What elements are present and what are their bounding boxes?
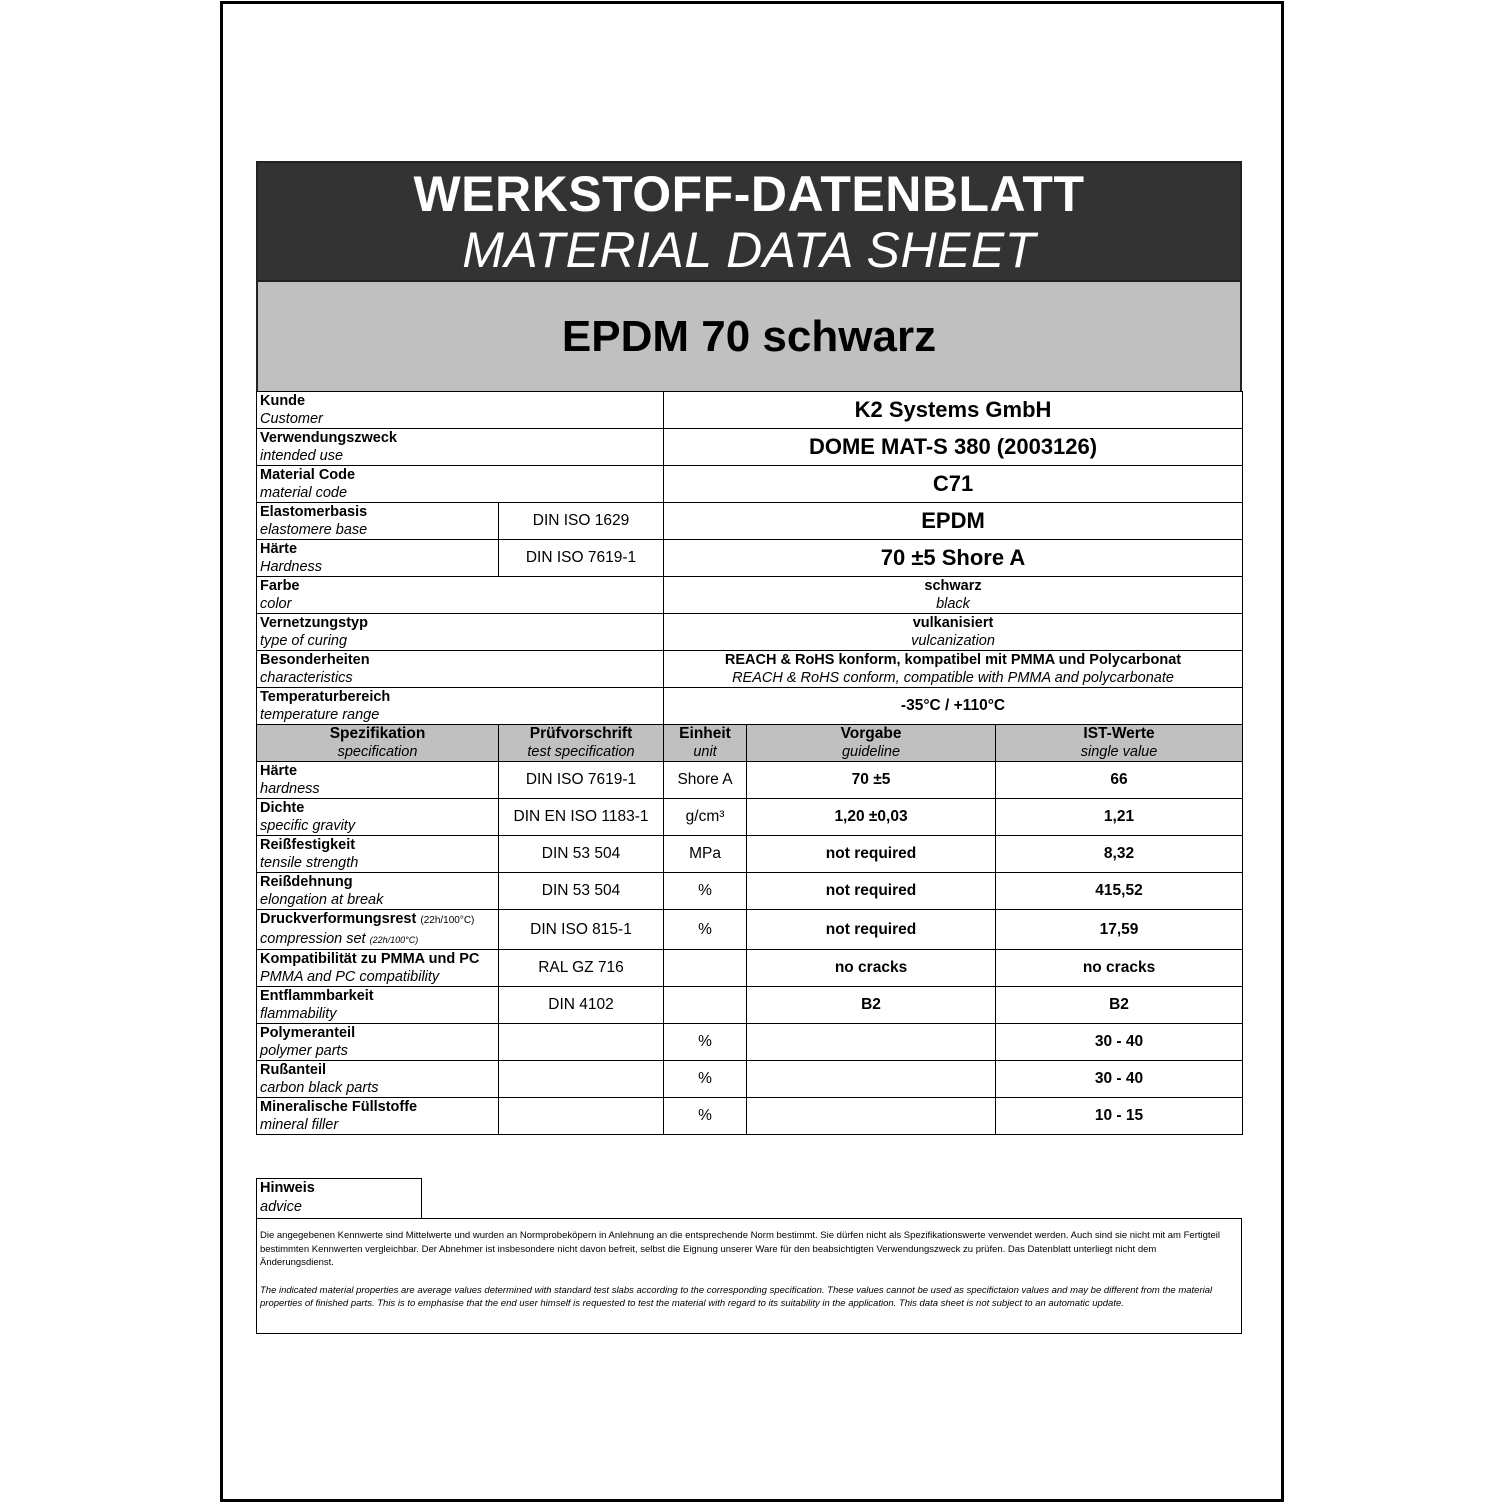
spec-label-german-text: Entflammbarkeit <box>260 988 374 1004</box>
info-row <box>257 540 1243 577</box>
info-value-english: black <box>936 596 970 612</box>
info-row <box>257 392 1243 429</box>
title-german: WERKSTOFF-DATENBLATT <box>413 166 1085 222</box>
spec-label <box>257 987 499 1024</box>
info-label <box>257 688 664 725</box>
spec-label-german <box>260 836 498 854</box>
spec-value: 1,21 <box>996 799 1243 836</box>
info-label <box>257 614 664 651</box>
info-label-english: Customer <box>260 411 323 427</box>
spec-row <box>257 799 1243 836</box>
spec-label-english-text: tensile strength <box>260 855 359 871</box>
spec-label-german <box>260 1024 498 1042</box>
spec-row <box>257 1061 1243 1098</box>
spec-test: DIN ISO 815-1 <box>499 910 664 950</box>
info-label <box>257 466 664 503</box>
spec-row <box>257 1098 1243 1135</box>
info-label-english: elastomere base <box>260 522 368 538</box>
spec-row <box>257 836 1243 873</box>
spec-label <box>257 873 499 910</box>
spec-value: no cracks <box>996 950 1243 987</box>
spec-unit: % <box>664 1061 747 1098</box>
spec-label-german-text: Dichte <box>260 800 305 816</box>
spec-label-english-text: flammability <box>260 1006 337 1022</box>
info-label-german: Besonderheiten <box>260 652 370 668</box>
spec-row <box>257 873 1243 910</box>
spec-unit <box>664 950 747 987</box>
info-section <box>257 392 1243 725</box>
spec-label <box>257 762 499 799</box>
info-value: -35°C / +110°C <box>664 688 1243 725</box>
spec-test <box>499 1098 664 1135</box>
spec-label-german-condition: (22h/100°C) <box>420 915 475 926</box>
spec-value: 66 <box>996 762 1243 799</box>
spec-label-german <box>260 987 498 1005</box>
advice-text-english: The indicated material properties are average values determined with standard test slabs according to the corresponding specification. These values cannot be used as specifictaion values and may be different from the material properties of finished parts. This is to emphasise that the end user himself is requested to test the material with regard to its suitability in the application. This data sheet is not subject to an automatic update. <box>260 1284 1213 1309</box>
spec-label-english <box>260 891 498 909</box>
title-banner <box>256 161 1242 282</box>
info-value-german: schwarz <box>924 578 982 594</box>
spec-label-german <box>260 1061 498 1079</box>
info-value <box>664 577 1243 614</box>
advice-text <box>256 1218 1242 1334</box>
info-test-spec: DIN ISO 7619-1 <box>499 540 664 577</box>
info-row <box>257 651 1243 688</box>
info-value <box>664 651 1243 688</box>
info-label-german: Elastomerbasis <box>260 504 368 520</box>
info-value: DOME MAT-S 380 (2003126) <box>664 429 1243 466</box>
spec-label-english <box>260 817 498 835</box>
spec-guideline: not required <box>747 873 996 910</box>
spec-guideline: not required <box>747 836 996 873</box>
spec-label-german <box>260 873 498 891</box>
info-value: EPDM <box>664 503 1243 540</box>
spec-label-german-text: Polymeranteil <box>260 1025 356 1041</box>
spec-guideline: 70 ±5 <box>747 762 996 799</box>
info-label <box>257 577 664 614</box>
spec-label <box>257 1061 499 1098</box>
spec-row <box>257 950 1243 987</box>
spec-label-german-text: Rußanteil <box>260 1062 327 1078</box>
spec-label-english-text: mineral filler <box>260 1117 339 1133</box>
spec-test <box>499 1024 664 1061</box>
advice-label: Hinweis advice <box>256 1178 422 1218</box>
product-name: EPDM 70 schwarz <box>256 282 1242 391</box>
spec-section <box>257 762 1243 1135</box>
spec-test: DIN 53 504 <box>499 836 664 873</box>
spec-label-german <box>260 910 498 930</box>
spec-value: 30 - 40 <box>996 1061 1243 1098</box>
info-value: C71 <box>664 466 1243 503</box>
spec-value: 30 - 40 <box>996 1024 1243 1061</box>
spec-label-german-text: Druckverformungsrest <box>260 911 417 927</box>
spec-label-english-text: compression set <box>260 931 366 947</box>
spec-guideline <box>747 1098 996 1135</box>
info-label <box>257 540 499 577</box>
info-test-spec: DIN ISO 1629 <box>499 503 664 540</box>
spec-label-german <box>260 950 498 968</box>
spec-value: 17,59 <box>996 910 1243 950</box>
spec-label-english <box>260 1079 498 1097</box>
header-unit: Einheit unit <box>664 725 747 762</box>
spec-label-english-text: hardness <box>260 781 320 797</box>
spec-unit: % <box>664 873 747 910</box>
spec-label-german <box>260 1098 498 1116</box>
info-label-english: Hardness <box>260 559 323 575</box>
spec-test <box>499 1061 664 1098</box>
advice-text-german: Die angegebenen Kennwerte sind Mittelwerte und wurden an Normprobeköpern in Anlehnung an die entsprechende Norm bestimmt. Sie dürfen nicht als Spezifikationswerte verwendet werden. Auch sind sie nicht mit am Fertigteil bestimmten Kennwerten vergleichbar. Der Abnehmer ist insbesondere nicht davon befreit, selbst die Eignung unserer Ware für den beabsichtigten Verwendungszweck zu prüfen. Das Datenblatt unterliegt nicht dem Änderungsdienst. <box>260 1230 1221 1268</box>
info-value-english: vulcanization <box>911 633 995 649</box>
info-label <box>257 429 664 466</box>
spec-row <box>257 987 1243 1024</box>
spec-label-english-text: carbon black parts <box>260 1080 379 1096</box>
info-row <box>257 688 1243 725</box>
spec-label <box>257 910 499 950</box>
spec-label <box>257 799 499 836</box>
spec-label-english <box>260 968 498 986</box>
info-row <box>257 466 1243 503</box>
spec-label-english <box>260 1042 498 1060</box>
spec-guideline <box>747 1024 996 1061</box>
info-label-german: Farbe <box>260 578 300 594</box>
info-label-english: characteristics <box>260 670 353 686</box>
spec-unit: % <box>664 1098 747 1135</box>
spec-label-german-text: Reißdehnung <box>260 874 353 890</box>
info-row <box>257 429 1243 466</box>
info-value: K2 Systems GmbH <box>664 392 1243 429</box>
info-label-english: temperature range <box>260 707 380 723</box>
spec-label-german-text: Mineralische Füllstoffe <box>260 1099 418 1115</box>
info-row <box>257 614 1243 651</box>
spec-label-english-text: specific gravity <box>260 818 356 834</box>
info-label-german: Material Code <box>260 467 356 483</box>
spec-guideline: B2 <box>747 987 996 1024</box>
spec-test: DIN ISO 7619-1 <box>499 762 664 799</box>
spec-guideline <box>747 1061 996 1098</box>
spec-test: RAL GZ 716 <box>499 950 664 987</box>
title-english: MATERIAL DATA SHEET <box>462 222 1036 278</box>
header-single-value: IST-Werte single value <box>996 725 1243 762</box>
spec-unit: MPa <box>664 836 747 873</box>
spec-label-german-text: Reißfestigkeit <box>260 837 356 853</box>
info-label-english: intended use <box>260 448 344 464</box>
spec-label-english <box>260 1005 498 1023</box>
info-value-english: REACH & RoHS conform, compatible with PMMA and polycarbonate <box>732 670 1174 686</box>
spec-value: B2 <box>996 987 1243 1024</box>
info-label-german: Temperaturbereich <box>260 689 391 705</box>
spec-value: 8,32 <box>996 836 1243 873</box>
spec-header-row <box>257 725 1243 762</box>
info-value-german: vulkanisiert <box>912 615 994 631</box>
spec-row <box>257 910 1243 950</box>
info-label-german: Kunde <box>260 393 306 409</box>
spec-label-english-text: PMMA and PC compatibility <box>260 969 440 985</box>
spec-unit <box>664 987 747 1024</box>
spec-label-german-text: Härte <box>260 763 298 779</box>
spec-label-english-text: polymer parts <box>260 1043 348 1059</box>
header-test: Prüfvorschrift test specification <box>499 725 664 762</box>
spec-label-english-condition: (22h/100°C) <box>369 935 419 945</box>
spec-guideline: no cracks <box>747 950 996 987</box>
header-guideline: Vorgabe guideline <box>747 725 996 762</box>
info-value <box>664 614 1243 651</box>
info-label-english: color <box>260 596 292 612</box>
spec-label <box>257 1024 499 1061</box>
spec-label-english <box>260 1116 498 1134</box>
spec-unit: g/cm³ <box>664 799 747 836</box>
spec-label-german <box>260 799 498 817</box>
info-label-english: material code <box>260 485 348 501</box>
spec-unit: Shore A <box>664 762 747 799</box>
spec-label-german-text: Kompatibilität zu PMMA und PC <box>260 951 480 967</box>
info-label-english: type of curing <box>260 633 348 649</box>
spec-label-german <box>260 762 498 780</box>
spec-label <box>257 950 499 987</box>
spec-label-english <box>260 854 498 872</box>
header-spec: Spezifikation specification <box>257 725 499 762</box>
spec-label-english-text: elongation at break <box>260 892 384 908</box>
info-label-german: Vernetzungstyp <box>260 615 368 631</box>
data-table <box>256 391 1243 1135</box>
spec-guideline: not required <box>747 910 996 950</box>
spec-label-english <box>260 780 498 798</box>
spec-guideline: 1,20 ±0,03 <box>747 799 996 836</box>
spec-unit: % <box>664 910 747 950</box>
info-value-german: REACH & RoHS konform, kompatibel mit PMMA und Polycarbonat <box>724 652 1182 668</box>
spec-label <box>257 836 499 873</box>
spec-label <box>257 1098 499 1135</box>
spec-unit: % <box>664 1024 747 1061</box>
spec-test: DIN 4102 <box>499 987 664 1024</box>
spec-row <box>257 1024 1243 1061</box>
info-row <box>257 503 1243 540</box>
info-label-german: Verwendungszweck <box>260 430 397 446</box>
info-row <box>257 577 1243 614</box>
spec-test: DIN 53 504 <box>499 873 664 910</box>
info-label <box>257 503 499 540</box>
spec-row <box>257 762 1243 799</box>
spec-header-section <box>257 725 1243 762</box>
spec-value: 415,52 <box>996 873 1243 910</box>
info-value: 70 ±5 Shore A <box>664 540 1243 577</box>
info-label-german: Härte <box>260 541 298 557</box>
spec-test: DIN EN ISO 1183-1 <box>499 799 664 836</box>
info-label <box>257 651 664 688</box>
spec-value: 10 - 15 <box>996 1098 1243 1135</box>
spec-label-english <box>260 930 498 949</box>
data-sheet <box>256 161 1242 1135</box>
info-label <box>257 392 664 429</box>
